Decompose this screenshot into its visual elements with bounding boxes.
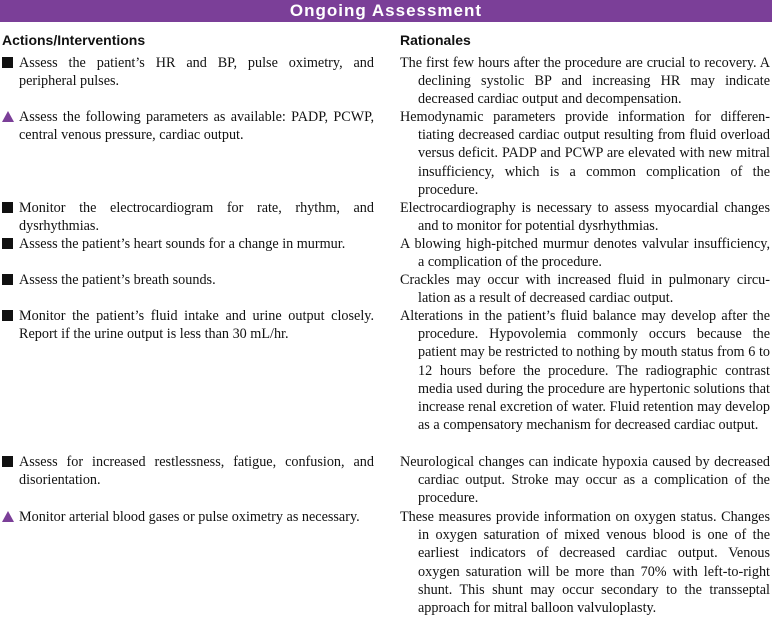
section-banner [0, 0, 772, 22]
action-text: Monitor arterial blood gases or pulse oximetry as necessary. [19, 509, 360, 525]
action-text: Assess for increased restlessness, fatigue, confusion, and disorientation. [19, 454, 374, 489]
triangle-bullet-icon [2, 108, 16, 127]
action-text: Assess the patient’s HR and BP, pulse oximetry, and peripheral pulses. [19, 55, 374, 90]
action-text: Assess the patient’s heart sounds for a change in murmur. [19, 236, 346, 252]
table-row [0, 307, 772, 453]
table-row [0, 108, 772, 199]
table-row [0, 453, 772, 508]
square-bullet-icon [2, 307, 16, 326]
action-text: Assess the following parameters as available: PADP, PCWP, central venous pressure, cardiac output. [19, 109, 374, 144]
table-row [0, 54, 772, 108]
table-row [0, 235, 772, 271]
square-bullet-icon [2, 271, 16, 290]
square-bullet-icon [2, 235, 16, 254]
action-cell [2, 108, 374, 144]
action-cell [2, 54, 374, 90]
square-bullet-icon [2, 54, 16, 73]
rationales-column-header: Rationales [400, 32, 471, 48]
table-row [0, 508, 772, 616]
action-text: Monitor the patient’s fluid intake and urine output closely. Report if the urine output is less than 30 mL/hr. [19, 308, 374, 343]
action-cell [2, 307, 374, 343]
rationale-text: The first few hours after the procedure are crucial to recovery. A declining systolic BP and increasing HR may indicate decreased cardiac output and decompensation. [400, 55, 770, 108]
actions-column-header: Actions/Interventions [2, 32, 146, 48]
action-cell [2, 508, 374, 526]
action-text: Monitor the electrocardiogram for rate, rhythm, and dysrhythmias. [19, 200, 374, 235]
rationale-text: Electrocardiography is necessary to assess myocardial changes and to monitor for potential dysrhythmias. [400, 200, 770, 235]
table-row [0, 271, 772, 307]
square-bullet-icon [2, 453, 16, 472]
assessment-table [0, 54, 772, 616]
rationale-text: A blowing high-pitched murmur denotes valvular insufficiency, a complication of the procedure. [400, 236, 770, 271]
action-cell [2, 453, 374, 489]
rationale-text: Alterations in the patient’s fluid balance may develop after the procedure. Hypovolemia commonly occurs because the patient may be restricted to nothing by mouth status from 6 to 12 hours before the procedure. The radiographic contrast media used during the procedure are hypertonic solutions that increase renal excretion of water. Fluid retention may develop as a compensatory mechanism for decreased cardiac output. [400, 308, 770, 434]
triangle-bullet-icon [2, 508, 16, 527]
square-bullet-icon [2, 199, 16, 218]
action-cell [2, 235, 374, 253]
action-text: Assess the patient’s breath sounds. [19, 272, 216, 288]
rationale-text: Crackles may occur with increased fluid in pulmonary circulation as a result of decreased cardiac output. [400, 272, 770, 307]
rationale-text: Neurological changes can indicate hypoxia caused by decreased cardiac output. Stroke may occur as a complication of the procedure. [400, 454, 770, 507]
action-cell [2, 199, 374, 235]
action-cell [2, 271, 374, 289]
section-title: Ongoing Assessment [289, 1, 483, 20]
rationale-text: Hemodynamic parameters provide information for differentiating decreased cardiac output resulting from fluid overload versus deficit. PADP and PCWP are elevated with new mitral insufficiency, which is a common complication of the procedure. [400, 109, 770, 198]
rationale-text: These measures provide information on oxygen status. Changes in oxygen saturation of mixed venous blood is one of the earliest indicators of decreased cardiac output. Venous oxygen saturation will be more than 70% with left-to-right shunt. This shunt may occur secondary to the transseptal approach for mitral balloon valvuloplasty. [400, 509, 770, 617]
table-row [0, 199, 772, 235]
